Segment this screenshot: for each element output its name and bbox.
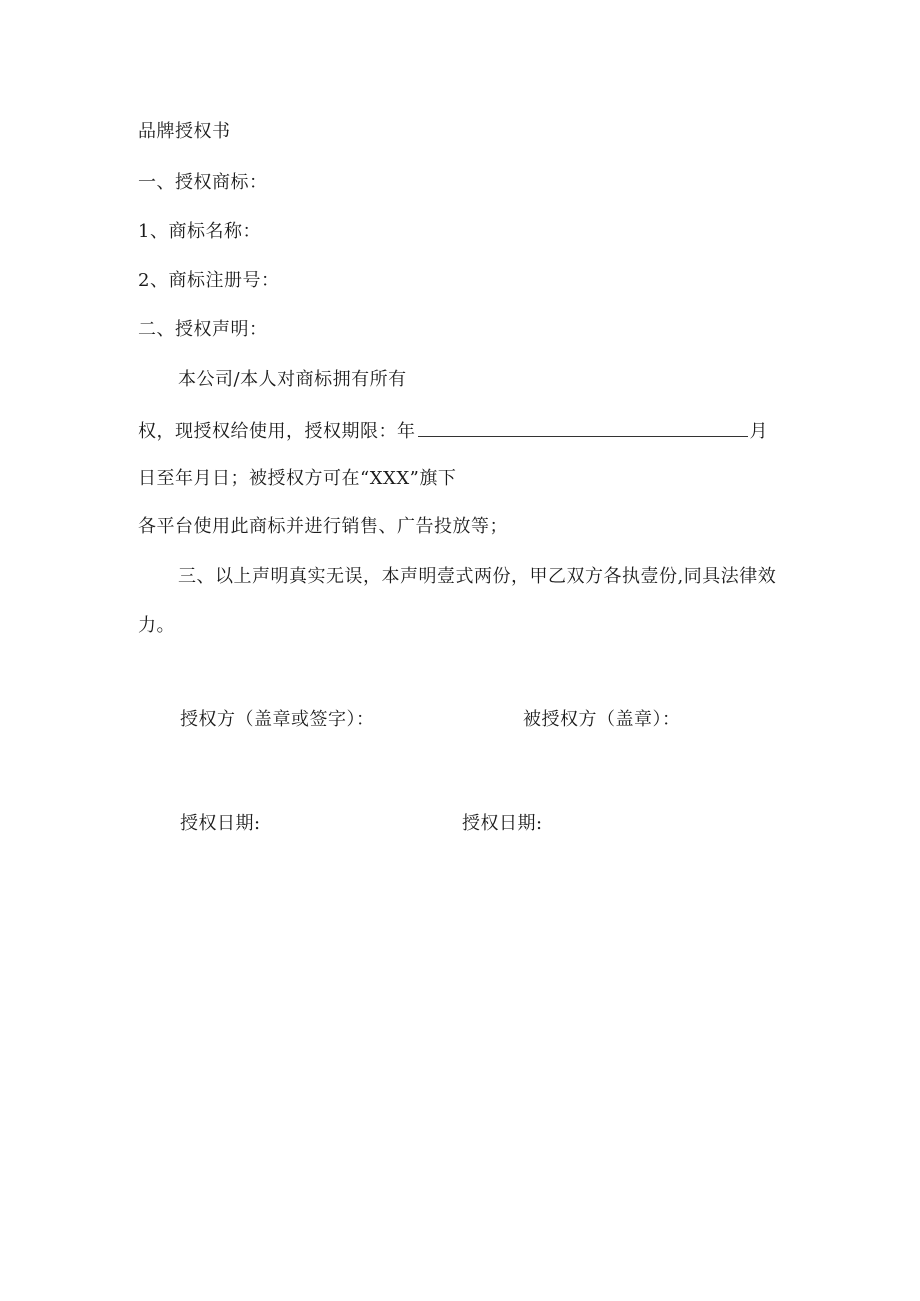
section-1-heading: 一、授权商标：: [138, 172, 268, 193]
declaration-line-4: 各平台使用此商标并进行销售、广告投放等；: [138, 516, 508, 537]
grantee-date-label: 授权日期:: [462, 813, 543, 834]
section-2-heading: 二、授权声明：: [138, 319, 268, 340]
declaration-line-2-suffix: 月: [749, 421, 768, 442]
trademark-reg-number-label: 2、商标注册号：: [138, 270, 280, 291]
grantor-signature-label: 授权方（盖章或签字）：: [180, 709, 375, 730]
trademark-name-label: 1、商标名称：: [138, 221, 261, 242]
document-title: 品牌授权书: [138, 121, 231, 142]
grantee-signature-label: 被授权方（盖章）：: [523, 709, 681, 730]
declaration-line-2: [138, 418, 768, 444]
declaration-line-3: 日至年月日；被授权方可在“XXX”旗下: [138, 468, 457, 489]
section-3-line-1: 三、以上声明真实无误，本声明壹式两份，甲乙双方各执壹份,同具法律效: [178, 566, 777, 587]
grantor-date-label: 授权日期:: [180, 813, 261, 834]
declaration-line-2-prefix: 权，现授权给使用，授权期限：年: [138, 421, 416, 442]
declaration-line-1: 本公司/本人对商标拥有所有: [178, 369, 407, 390]
section-3-line-2: 力。: [138, 615, 175, 636]
term-blank-underline: [418, 418, 748, 437]
